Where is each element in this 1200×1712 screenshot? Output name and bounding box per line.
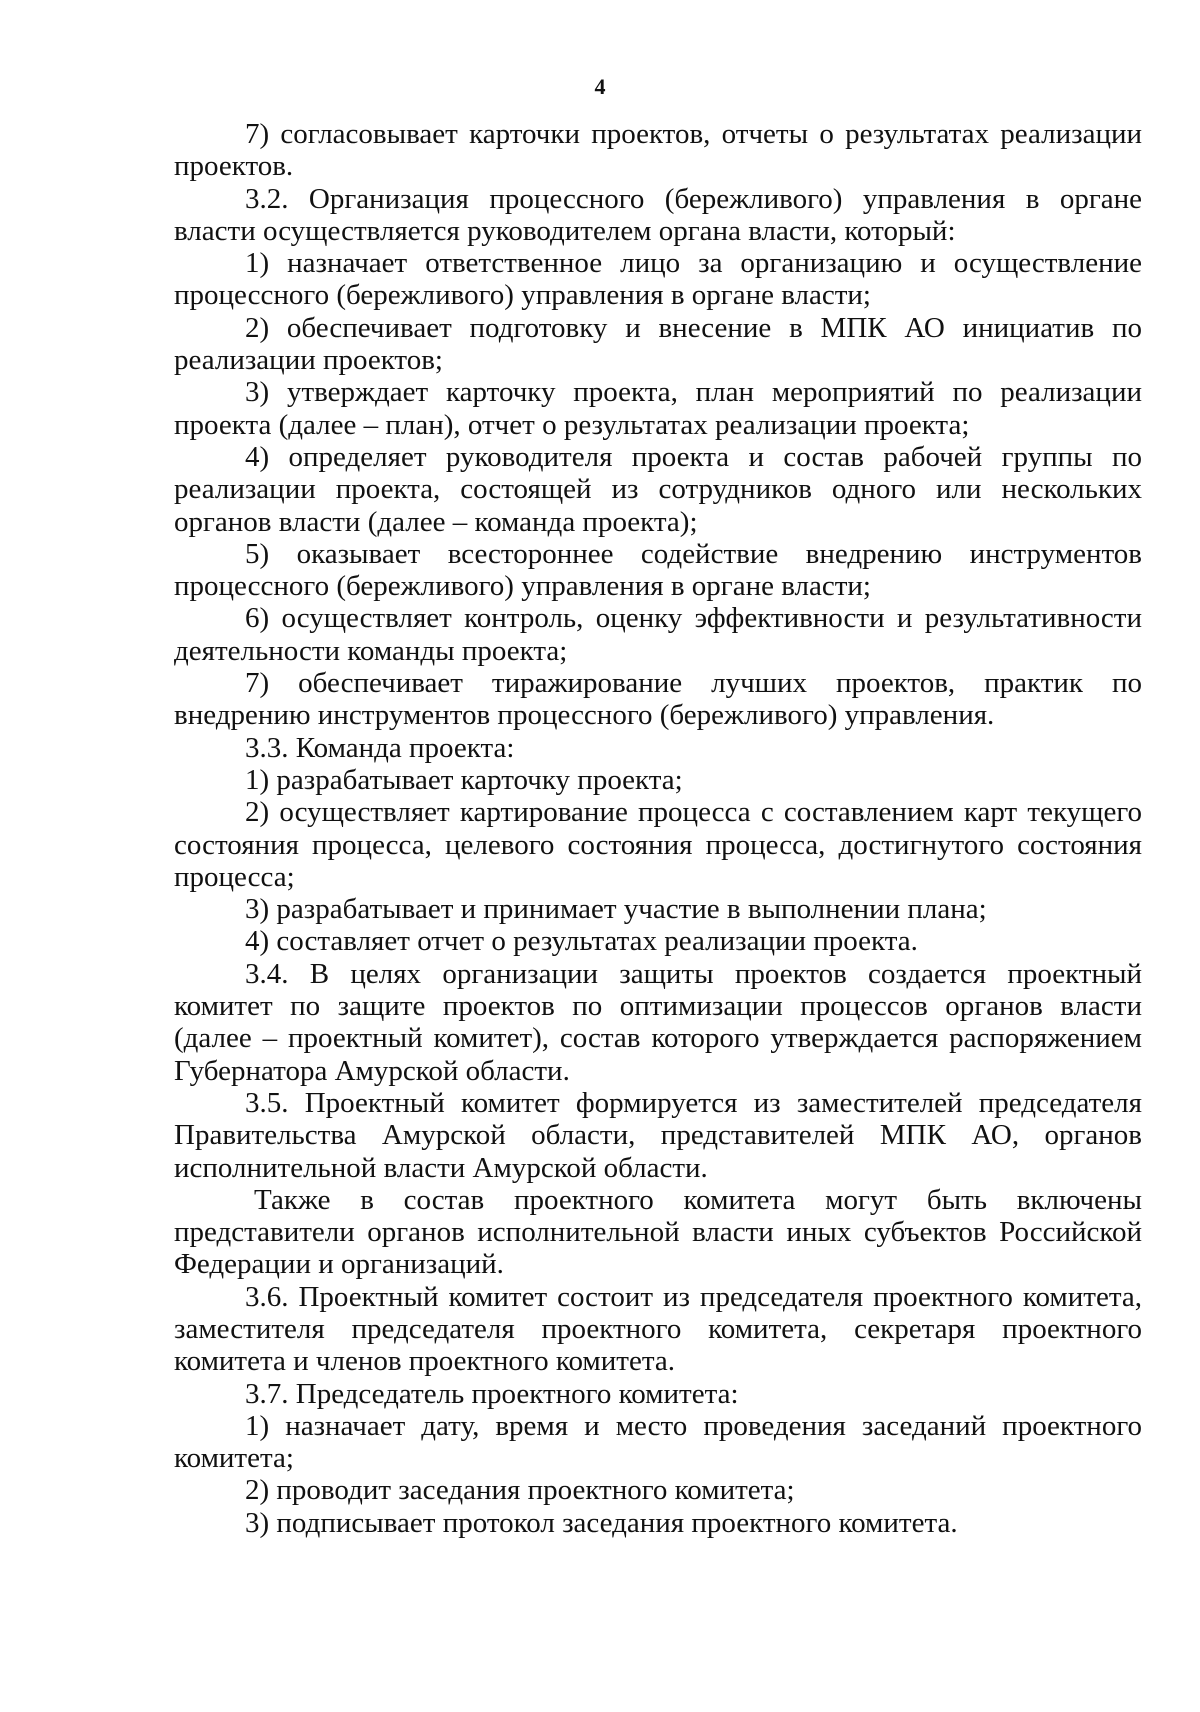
paragraph: 3.7. Председатель проектного комитета: xyxy=(245,1377,739,1410)
paragraph: 3.6. Проектный комитет состоит из председателя проектного комитета, заместителя председателя проектного комитета, секретаря проектного комитета и членов проектного комитета. xyxy=(174,1280,1142,1378)
paragraph: 2) осуществляет картирование процесса с составлением карт текущего состояния процесса, целевого состояния процесса, достигнутого состояния процесса; xyxy=(174,796,1142,893)
paragraph: 3) разрабатывает и принимает участие в выполнении плана; xyxy=(245,893,987,926)
paragraph: 1) назначает ответственное лицо за организацию и осуществление процессного (бережливого) управления в органе власти; xyxy=(174,247,1142,312)
paragraph: 5) оказывает всестороннее содействие внедрению инструментов процессного (бережливого) управления в органе власти; xyxy=(174,537,1142,603)
paragraph: 7) обеспечивает тиражирование лучших проектов, практик по внедрению инструментов процессного (бережливого) управления. xyxy=(174,667,1142,732)
paragraph: 2) проводит заседания проектного комитета; xyxy=(245,1474,795,1507)
paragraph: 3.2. Организация процессного (бережливого) управления в органе власти осуществляется руководителем органа власти, который: xyxy=(174,182,1142,247)
paragraph: 4) составляет отчет о результатах реализации проекта. xyxy=(245,925,918,958)
paragraph: 3.4. В целях организации защиты проектов создается проектный комитет по защите проектов по оптимизации процессов органов власти (далее – проектный комитет), состав которого утверждается распоряжением Губернатора Амурской области. xyxy=(174,957,1142,1087)
paragraph: Также в состав проектного комитета могут быть включены представители органов исполнительной власти иных субъектов Российской Федерации и организаций. xyxy=(174,1183,1142,1281)
document-body xyxy=(174,118,1142,1539)
page-number: 4 xyxy=(594,74,606,99)
paragraph: 2) обеспечивает подготовку и внесение в МПК АО инициатив по реализации проектов; xyxy=(174,311,1142,377)
paragraph: 7) согласовывает карточки проектов, отчеты о результатах реализации проектов. xyxy=(174,118,1142,183)
paragraph: 3.3. Команда проекта: xyxy=(245,731,515,764)
paragraph: 3) утверждает карточку проекта, план мероприятий по реализации проекта (далее – план), отчет о результатах реализации проекта; xyxy=(174,376,1142,441)
paragraph: 4) определяет руководителя проекта и состав рабочей группы по реализации проекта, состоящей из сотрудников одного или нескольких органов власти (далее – команда проекта); xyxy=(174,440,1142,538)
paragraph: 3.5. Проектный комитет формируется из заместителей председателя Правительства Амурской области, представителей МПК АО, органов исполнительной власти Амурской области. xyxy=(174,1086,1142,1184)
paragraph: 3) подписывает протокол заседания проектного комитета. xyxy=(245,1506,958,1539)
paragraph: 1) разрабатывает карточку проекта; xyxy=(245,763,683,796)
paragraph: 1) назначает дату, время и место проведения заседаний проектного комитета; xyxy=(174,1409,1142,1475)
paragraph: 6) осуществляет контроль, оценку эффективности и результативности деятельности команды проекта; xyxy=(174,602,1142,667)
